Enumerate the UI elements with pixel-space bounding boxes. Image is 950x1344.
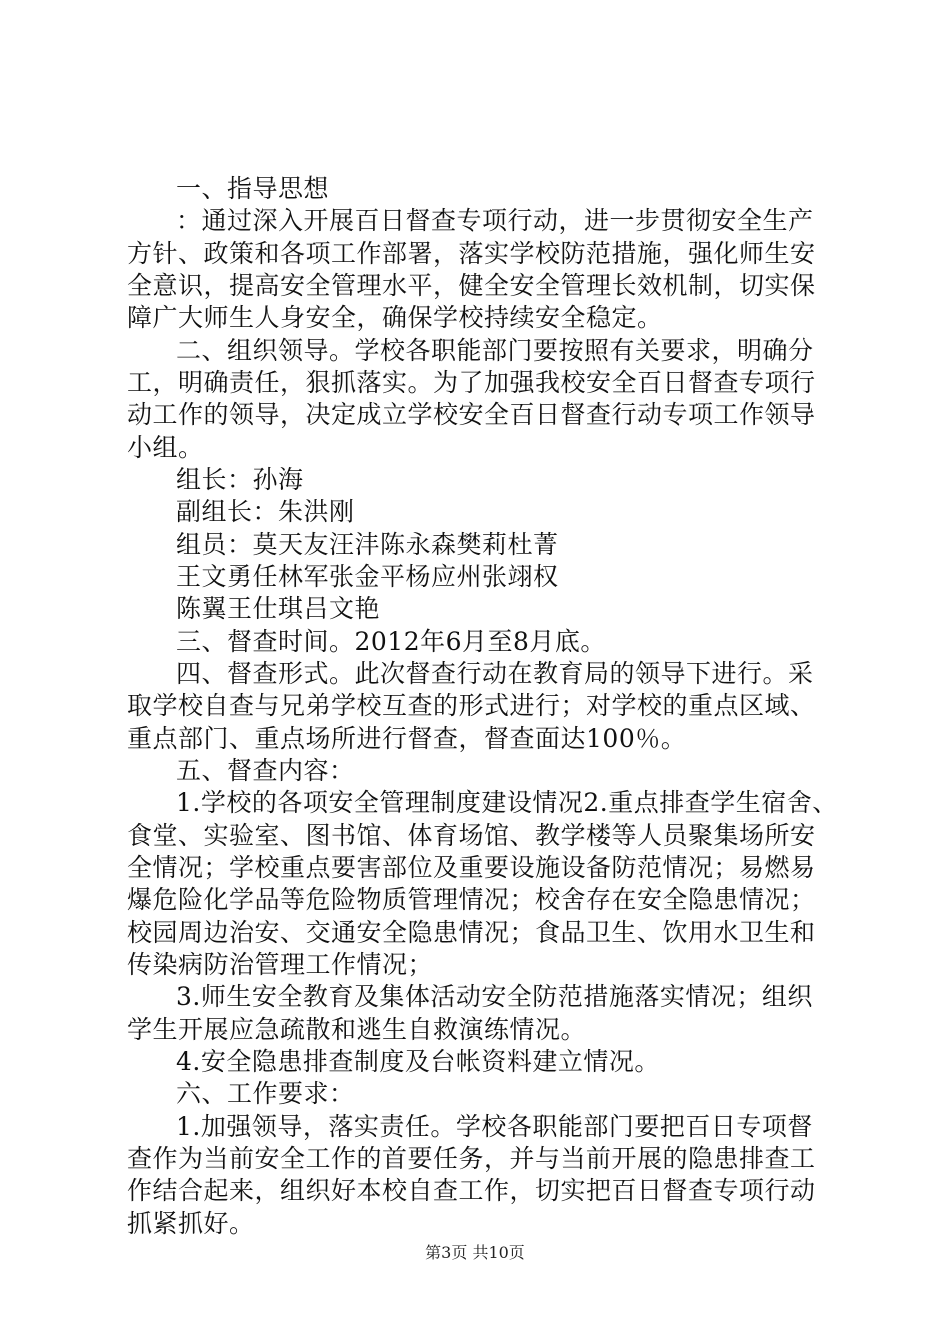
deputy-leader-line: 副组长：朱洪刚 xyxy=(176,497,355,526)
paragraph-line: 工，明确责任，狠抓落实。为了加强我校安全百日督查专项行 xyxy=(127,368,816,397)
section-heading: 三、督查时间。2012年6月至8月底。 xyxy=(176,627,606,656)
paragraph-line: 学生开展应急疏散和逃生自救演练情况。 xyxy=(127,1015,587,1044)
paragraph-line: 全情况；学校重点要害部位及重要设施设备防范情况；易燃易 xyxy=(127,853,816,882)
paragraph-line: 3.师生安全教育及集体活动安全防范措施落实情况；组织 xyxy=(176,982,813,1011)
paragraph-line: 动工作的领导，决定成立学校安全百日督查行动专项工作领导 xyxy=(127,400,816,429)
members-line: 王文勇任林军张金平杨应州张翊权 xyxy=(176,562,559,591)
paragraph-line: 1.学校的各项安全管理制度建设情况2.重点排查学生宿舍、 xyxy=(176,788,838,817)
paragraph-line: 查作为当前安全工作的首要任务，并与当前开展的隐患排查工 xyxy=(127,1144,816,1173)
members-line: 陈翼王仕琪吕文艳 xyxy=(176,594,381,623)
paragraph-line: 方针、政策和各项工作部署，落实学校防范措施，强化师生安 xyxy=(127,239,816,268)
paragraph-line: 传染病防治管理工作情况； xyxy=(127,950,434,979)
paragraph-line: 食堂、实验室、图书馆、体育场馆、教学楼等人员聚集场所安 xyxy=(127,821,816,850)
section-heading: 六、工作要求： xyxy=(176,1079,355,1108)
members-line: 组员：莫天友汪沣陈永森樊莉杜菁 xyxy=(176,530,559,559)
paragraph-line: 4.安全隐患排查制度及台帐资料建立情况。 xyxy=(176,1047,660,1076)
section-heading: 五、督查内容： xyxy=(176,756,355,785)
section-heading: 一、指导思想 xyxy=(176,174,330,203)
paragraph-line: 小组。 xyxy=(127,433,204,462)
paragraph-line: 抓紧抓好。 xyxy=(127,1209,255,1238)
paragraph-line: 障广大师生人身安全，确保学校持续安全稳定。 xyxy=(127,303,663,332)
paragraph-line: 作结合起来，组织好本校自查工作，切实把百日督查专项行动 xyxy=(127,1176,816,1205)
paragraph-line: 重点部门、重点场所进行督查，督查面达100％。 xyxy=(127,724,687,753)
paragraph-line: 二、组织领导。学校各职能部门要按照有关要求，明确分 xyxy=(176,336,814,365)
paragraph-line: ：通过深入开展百日督查专项行动，进一步贯彻安全生产 xyxy=(176,206,814,235)
page-number-footer: 第3页 共10页 xyxy=(425,1243,525,1262)
paragraph-line: 爆危险化学品等危险物质管理情况；校舍存在安全隐患情况； xyxy=(127,885,816,914)
paragraph-line: 校园周边治安、交通安全隐患情况；食品卫生、饮用水卫生和 xyxy=(127,918,816,947)
paragraph-line: 四、督查形式。此次督查行动在教育局的领导下进行。采 xyxy=(176,659,814,688)
group-leader-line: 组长：孙海 xyxy=(176,465,304,494)
paragraph-line: 取学校自查与兄弟学校互查的形式进行；对学校的重点区域、 xyxy=(127,691,816,720)
paragraph-line: 全意识，提高安全管理水平，健全安全管理长效机制，切实保 xyxy=(127,271,816,300)
paragraph-line: 1.加强领导，落实责任。学校各职能部门要把百日专项督 xyxy=(176,1112,813,1141)
